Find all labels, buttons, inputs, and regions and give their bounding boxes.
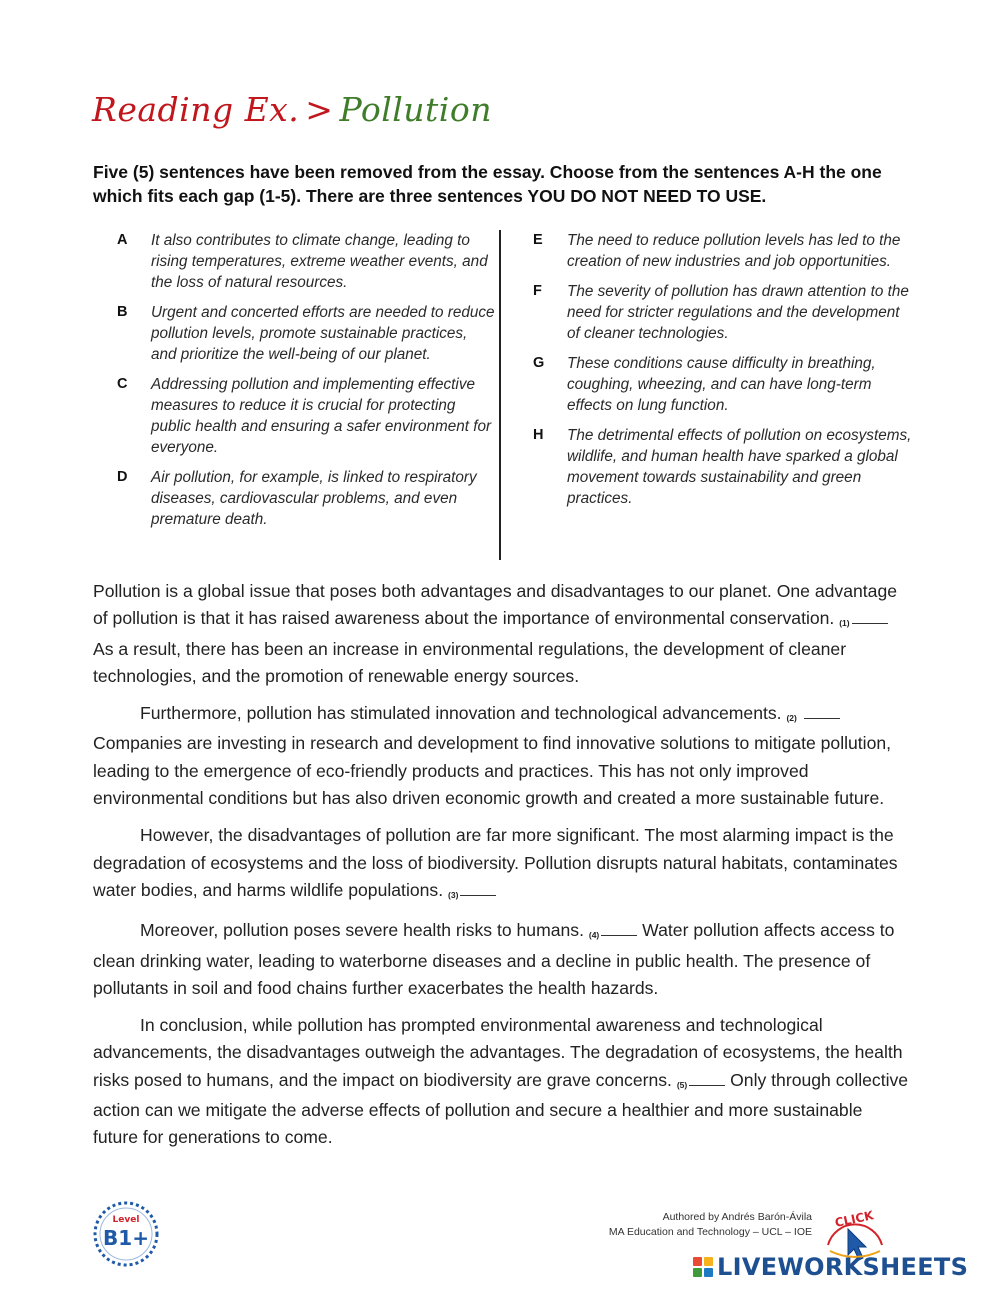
option-f[interactable] — [533, 281, 913, 344]
gap-number-1: (1) — [839, 618, 850, 629]
option-text: The detrimental effects of pollution on ecosystems, wildlife, and human health have sparked a global movement towards sustainability and green practices. — [567, 427, 912, 507]
option-text: The need to reduce pollution levels has led to the creation of new industries and job opportunities. — [567, 232, 901, 270]
option-text: Air pollution, for example, is linked to respiratory diseases, cardiovascular problems, and even premature death. — [151, 469, 477, 528]
option-letter: E — [533, 232, 543, 248]
gap-number-2: (2) — [786, 713, 797, 724]
options-right-column — [533, 230, 913, 518]
gap-number-5: (5) — [676, 1079, 688, 1090]
title-reading-ex: Reading Ex. — [92, 90, 300, 129]
option-d[interactable] — [117, 467, 497, 530]
essay-paragraph-2 — [93, 700, 911, 812]
option-e[interactable] — [533, 230, 913, 272]
essay-text: Pollution is a global issue that poses both advantages and disadvantages to our planet. One advantage of pollution is that it has raised awareness about the importance of environmental conservation. — [93, 581, 898, 629]
essay — [93, 578, 911, 1162]
essay-paragraph-1 — [93, 578, 911, 690]
option-letter: D — [117, 469, 128, 485]
gap-3-input[interactable] — [460, 879, 496, 896]
click-logo-text: CLICK — [833, 1208, 875, 1230]
title-topic: Pollution — [339, 90, 492, 129]
badge-level-value: B1+ — [103, 1226, 149, 1250]
option-letter: C — [117, 376, 128, 392]
liveworksheets-brand[interactable] — [693, 1253, 968, 1281]
option-b[interactable] — [117, 302, 497, 365]
essay-text: Water pollution affects access to clean drinking water, leading to waterborne diseases and a decline in public health. The presence of pollutants in soil and food chains further exacerbates the health hazards. — [93, 920, 895, 998]
option-a[interactable] — [117, 230, 497, 293]
author-line-2: MA Education and Technology – UCL – IOE — [608, 1226, 812, 1238]
option-letter: H — [533, 427, 544, 443]
option-text: It also contributes to climate change, leading to rising temperatures, extreme weather events, and the loss of natural resources. — [151, 232, 488, 291]
badge-level-label: Level — [112, 1215, 140, 1225]
author-credit — [560, 1210, 812, 1240]
gap-5-input[interactable] — [689, 1069, 725, 1086]
gap-2-input[interactable] — [804, 702, 840, 719]
option-g[interactable] — [533, 353, 913, 416]
gap-number-3: (3) — [448, 889, 459, 900]
essay-text: Moreover, pollution poses severe health risks to humans. — [140, 920, 584, 941]
level-badge-icon — [92, 1200, 160, 1268]
essay-text: In conclusion, while pollution has prompted environmental awareness and technological advancements, the disadvantages outweigh the advantages. The degradation of ecosystems, the health risks posed to humans, and the impact on biodiversity are grave concerns. — [93, 1015, 903, 1090]
author-line-1: Authored by Andrés Barón-Ávila — [662, 1211, 812, 1223]
liveworksheets-logo-icon — [693, 1257, 713, 1277]
essay-text: Furthermore, pollution has stimulated innovation and technological advancements. — [140, 703, 782, 724]
page-title — [92, 90, 492, 129]
option-letter: G — [533, 355, 545, 371]
title-separator: > — [305, 90, 334, 129]
option-text: Urgent and concerted efforts are needed to reduce pollution levels, promote sustainable practices, and prioritize the well-being of our planet. — [151, 304, 495, 363]
option-text: The severity of pollution has drawn attention to the need for stricter regulations and the development of cleaner technologies. — [567, 283, 909, 342]
essay-paragraph-3 — [93, 822, 911, 907]
options-left-column — [117, 230, 497, 539]
essay-text: Only through collective action can we mitigate the adverse effects of pollution and secure a healthier and more sustainable future for generations to come. — [93, 1069, 909, 1148]
option-h[interactable] — [533, 425, 913, 509]
gap-1-input[interactable] — [852, 607, 888, 624]
essay-text: Companies are investing in research and development to find innovative solutions to mitigate pollution, leading to the emergence of eco-friendly products and practices. This has not only improved environmental conditions but has also driven economic growth and created a more sustainable future. — [93, 733, 892, 809]
liveworksheets-wordmark: LIVEWORKSHEETS — [717, 1253, 969, 1281]
gap-4-input[interactable] — [601, 919, 637, 936]
option-letter: B — [117, 304, 128, 320]
essay-paragraph-4 — [93, 917, 911, 1002]
option-text: These conditions cause difficulty in breathing, coughing, wheezing, and can have long-term effects on lung function. — [567, 355, 876, 414]
essay-text: As a result, there has been an increase in environmental regulations, the development of cleaner technologies, and the promotion of renewable energy sources. — [93, 638, 847, 686]
essay-text: However, the disadvantages of pollution are far more significant. The most alarming impact is the degradation of ecosystems and the loss of biodiversity. Pollution disrupts natural habitats, contaminates water bodies, and harms wildlife populations. — [93, 825, 898, 900]
essay-paragraph-5 — [93, 1012, 911, 1151]
instructions: Five (5) sentences have been removed from the essay. Choose from the sentences A-H the one which fits each gap (1-5). There are three sentences YOU DO NOT NEED TO USE. — [93, 162, 882, 206]
gap-number-4: (4) — [588, 930, 600, 941]
option-letter: A — [117, 232, 128, 248]
option-c[interactable] — [117, 374, 497, 458]
option-letter: F — [533, 283, 542, 299]
column-divider — [499, 230, 501, 560]
option-text: Addressing pollution and implementing effective measures to reduce it is crucial for protecting public health and ensuring a safer environment for everyone. — [151, 376, 492, 456]
